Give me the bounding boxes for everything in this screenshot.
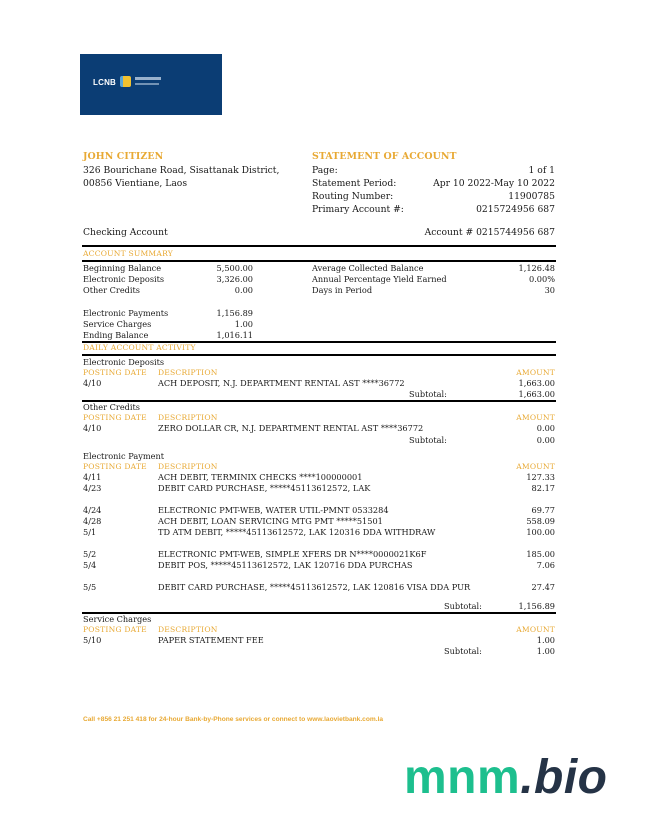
summary-value: 0.00: [234, 285, 253, 295]
row-amount: 69.77: [531, 505, 555, 515]
summary-label: Service Charges: [83, 319, 152, 329]
statement-field-routing: [312, 190, 555, 203]
row-amount: 0.00: [536, 423, 555, 433]
bank-logo: [80, 54, 222, 115]
section-title: Other Credits: [83, 402, 141, 412]
customer-name: JOHN CITIZEN: [83, 151, 164, 162]
summary-label: Average Collected Balance: [312, 263, 424, 273]
watermark-part2: .bio: [520, 751, 608, 804]
col-amount: AMOUNT: [516, 462, 555, 471]
row-date: 5/5: [83, 582, 97, 592]
row-description: ACH DEBIT, LOAN SERVICING MTG PMT *****51501: [158, 516, 383, 526]
summary-value: 5,500.00: [216, 263, 253, 273]
bank-logo-text: LCNB: [93, 78, 117, 87]
bank-logo-tagline: [135, 77, 161, 80]
row-date: 5/2: [83, 549, 97, 559]
daily-activity-heading: DAILY ACCOUNT ACTIVITY: [83, 343, 196, 352]
statement-field-primary-account: [312, 203, 555, 216]
row-amount: 558.09: [526, 516, 555, 526]
field-value: 11900785: [508, 191, 555, 202]
summary-row: [83, 319, 253, 330]
summary-row: [83, 274, 253, 285]
field-label: Routing Number:: [312, 191, 394, 202]
account-line: [83, 226, 555, 239]
row-description: DEBIT POS, *****45113612572, LAK 120716 DDA PURCHAS: [158, 560, 413, 570]
summary-value: 30: [544, 285, 555, 295]
row-amount: 27.47: [531, 582, 555, 592]
bank-logo-tagline-2: [135, 83, 159, 85]
summary-value: 1,126.48: [518, 263, 555, 273]
summary-label: Electronic Deposits: [83, 274, 165, 284]
row-description: DEBIT CARD PURCHASE, *****45113612572, LAK: [158, 483, 371, 493]
col-description: DESCRIPTION: [158, 368, 218, 377]
row-description: ACH DEPOSIT, N.J. DEPARTMENT RENTAL AST ****36772: [158, 378, 405, 388]
col-posting-date: POSTING DATE: [83, 625, 147, 634]
row-date: 5/1: [83, 527, 97, 537]
summary-label: Annual Percentage Yield Earned: [312, 274, 447, 284]
summary-label: Electronic Payments: [83, 308, 169, 318]
row-amount: 185.00: [526, 549, 555, 559]
divider: [82, 260, 556, 262]
row-date: 4/11: [83, 472, 102, 482]
summary-row: [312, 263, 555, 274]
row-date: 5/10: [83, 635, 102, 645]
field-value: Apr 10 2022-May 10 2022: [433, 178, 555, 189]
field-label: Statement Period:: [312, 178, 397, 189]
subtotal-value: 0.00: [536, 435, 555, 445]
col-amount: AMOUNT: [516, 413, 555, 422]
col-description: DESCRIPTION: [158, 413, 218, 422]
divider: [82, 400, 556, 402]
field-value: 1 of 1: [528, 165, 555, 176]
subtotal-value: 1,663.00: [518, 389, 555, 399]
col-amount: AMOUNT: [516, 625, 555, 634]
divider: [82, 354, 556, 356]
row-amount: 127.33: [526, 472, 555, 482]
customer-address-line2: 00856 Vientiane, Laos: [83, 178, 188, 189]
watermark-part1: mnm: [404, 751, 521, 804]
summary-row: [312, 285, 555, 296]
row-description: DEBIT CARD PURCHASE, *****45113612572, LAK 120816 VISA DDA PUR: [158, 582, 471, 592]
summary-value: 1,156.89: [216, 308, 253, 318]
section-title: Electronic Deposits: [83, 357, 165, 367]
bank-emblem-icon: [120, 76, 131, 87]
divider: [82, 245, 556, 247]
row-description: ACH DEBIT, TERMINIX CHECKS ****100000001: [158, 472, 363, 482]
subtotal-label: Subtotal:: [444, 646, 482, 656]
row-date: 5/4: [83, 560, 97, 570]
field-value: 0215724956 687: [476, 204, 555, 215]
row-description: PAPER STATEMENT FEE: [158, 635, 264, 645]
row-description: ZERO DOLLAR CR, N.J. DEPARTMENT RENTAL AST ****36772: [158, 423, 424, 433]
row-description: ELECTRONIC PMT-WEB, WATER UTIL-PMNT 0533284: [158, 505, 389, 515]
section-title: Electronic Payment: [83, 451, 165, 461]
subtotal-value: 1,156.89: [518, 601, 555, 611]
summary-label: Other Credits: [83, 285, 141, 295]
summary-row: [312, 274, 555, 285]
row-date: 4/23: [83, 483, 102, 493]
statement-field-period: [312, 177, 555, 190]
row-date: 4/28: [83, 516, 102, 526]
summary-row: [83, 285, 253, 296]
subtotal-label: Subtotal:: [444, 601, 482, 611]
row-amount: 100.00: [526, 527, 555, 537]
summary-value: 1.00: [234, 319, 253, 329]
summary-row: [83, 263, 253, 274]
summary-label: Ending Balance: [83, 330, 149, 340]
col-description: DESCRIPTION: [158, 625, 218, 634]
col-posting-date: POSTING DATE: [83, 368, 147, 377]
account-number: Account # 0215744956 687: [424, 227, 555, 238]
field-label: Page:: [312, 165, 338, 176]
row-date: 4/24: [83, 505, 102, 515]
row-date: 4/10: [83, 423, 102, 433]
subtotal-label: Subtotal:: [409, 435, 447, 445]
section-title: Service Charges: [83, 614, 152, 624]
statement-title: STATEMENT OF ACCOUNT: [312, 151, 457, 162]
col-amount: AMOUNT: [516, 368, 555, 377]
row-amount: 82.17: [531, 483, 555, 493]
row-date: 4/10: [83, 378, 102, 388]
col-description: DESCRIPTION: [158, 462, 218, 471]
subtotal-label: Subtotal:: [409, 389, 447, 399]
summary-label: Beginning Balance: [83, 263, 162, 273]
col-posting-date: POSTING DATE: [83, 462, 147, 471]
summary-value: 3,326.00: [216, 274, 253, 284]
col-posting-date: POSTING DATE: [83, 413, 147, 422]
field-label: Primary Account #:: [312, 204, 404, 215]
row-description: ELECTRONIC PMT-WEB, SIMPLE XFERS DR N****0000021K6F: [158, 549, 427, 559]
summary-row: [83, 330, 253, 341]
row-amount: 7.06: [536, 560, 555, 570]
statement-field-page: [312, 164, 555, 177]
summary-label: Days in Period: [312, 285, 373, 295]
row-amount: 1.00: [536, 635, 555, 645]
summary-row: [83, 308, 253, 319]
footer-contact-text: Call +856 21 251 418 for 24-hour Bank-by-Phone services or connect to www.laovietbank.com.la: [83, 716, 384, 723]
divider: [82, 612, 556, 614]
summary-value: 1,016.11: [216, 330, 253, 340]
row-description: TD ATM DEBIT, *****45113612572, LAK 120316 DDA WITHDRAW: [158, 527, 436, 537]
customer-address-line1: 326 Bourichane Road, Sisattanak District,: [83, 165, 280, 176]
row-amount: 1,663.00: [518, 378, 555, 388]
account-type: Checking Account: [83, 227, 168, 238]
account-summary-heading: ACCOUNT SUMMARY: [83, 249, 173, 258]
summary-value: 0.00%: [528, 274, 555, 284]
subtotal-value: 1.00: [536, 646, 555, 656]
watermark-logo: [404, 748, 608, 808]
